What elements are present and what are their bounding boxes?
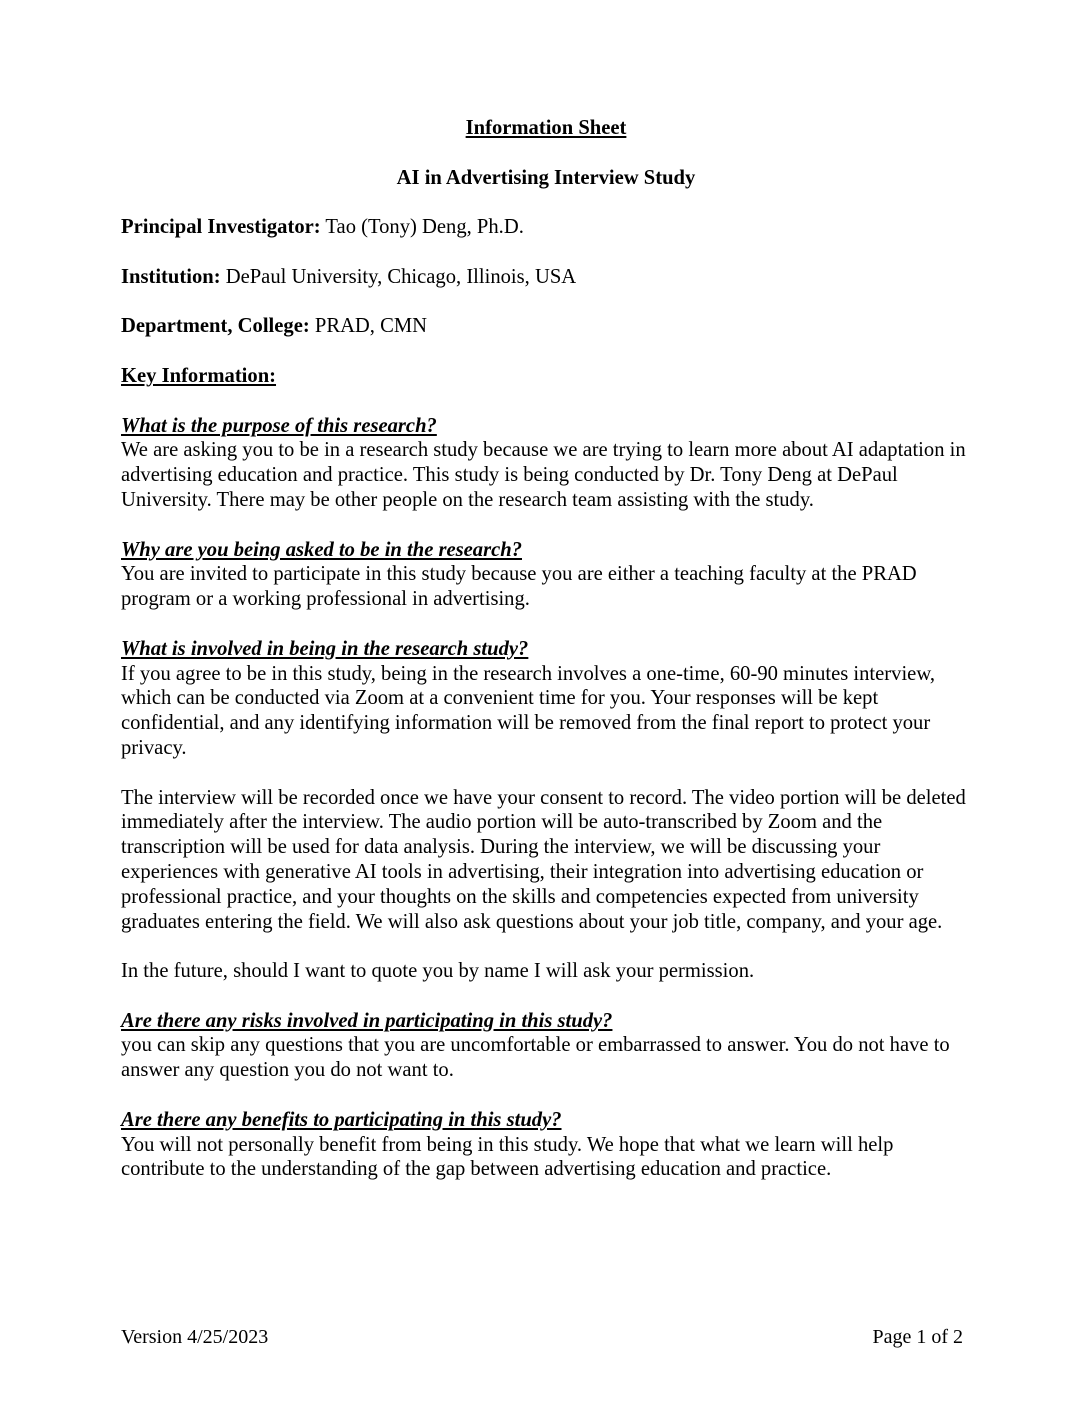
why-answer: You are invited to participate in this study because you are either a teaching faculty at the PRAD program or a working professional in advertising.	[121, 563, 917, 611]
department	[121, 314, 971, 339]
institution-value: DePaul University, Chicago, Illinois, USA	[225, 265, 577, 288]
involved-answer-3: In the future, should I want to quote you by name I will ask your permission.	[121, 960, 755, 983]
version-label: Version 4/25/2023	[121, 1326, 269, 1348]
department-label: Department, College:	[121, 315, 310, 338]
purpose-question-text: What is the purpose of this research?	[121, 414, 437, 437]
benefits-answer: You will not personally benefit from being in this study. We hope that what we learn will help contribute to the understanding of the gap between advertising education and practice.	[121, 1133, 894, 1181]
risks-answer: you can skip any questions that you are uncomfortable or embarrassed to answer. You do not have to answer any question you do not want to.	[121, 1034, 950, 1082]
key-information-label: Key Information:	[121, 364, 277, 387]
involved-answer-2: The interview will be recorded once we have your consent to record. The video portion will be deleted immediately after the interview. The audio portion will be auto-transcribed by Zoom and the transcription will be used for data analysis. During the interview, we will be discussing your experiences with generative AI tools in advertising, their integration into advertising education or professional practice, and your thoughts on the skills and competencies expected from university graduates entering the field. We will also ask questions about your job title, company, and your age.	[121, 786, 966, 933]
purpose-question	[121, 414, 971, 439]
involved-answer-1: If you agree to be in this study, being in the research involves a one-time, 60-90 minutes interview, which can be conducted via Zoom at a convenient time for you. Your responses will be kept confidential, and any identifying information will be removed from the final report to protect your privacy.	[121, 662, 935, 759]
study-title: AI in Advertising Interview Study	[396, 166, 696, 189]
page-footer	[121, 1326, 963, 1349]
involved-question-text: What is involved in being in the research study?	[121, 637, 529, 660]
pi-label: Principal Investigator:	[121, 216, 321, 239]
why-question-text: Why are you being asked to be in the research?	[121, 538, 522, 561]
purpose-answer: We are asking you to be in a research study because we are trying to learn more about AI adaptation in advertising education and practice. This study is being conducted by Dr. Tony Deng at DePaul University. There may be other people on the research team assisting with the study.	[121, 439, 966, 511]
document-title: Information Sheet	[465, 117, 627, 139]
key-information-heading	[121, 364, 971, 389]
benefits-question	[121, 1108, 971, 1133]
benefits-question-text: Are there any benefits to participating in this study?	[121, 1108, 562, 1131]
why-question	[121, 538, 971, 563]
institution-label: Institution:	[121, 265, 221, 288]
involved-question	[121, 637, 971, 662]
department-value: PRAD, CMN	[314, 315, 428, 338]
pi-value: Tao (Tony) Deng, Ph.D.	[325, 216, 524, 239]
institution	[121, 265, 971, 290]
risks-question	[121, 1009, 971, 1034]
page-number: Page 1 of 2	[872, 1326, 963, 1348]
risks-question-text: Are there any risks involved in participating in this study?	[121, 1009, 613, 1032]
document-page	[121, 116, 971, 1182]
principal-investigator	[121, 215, 971, 240]
